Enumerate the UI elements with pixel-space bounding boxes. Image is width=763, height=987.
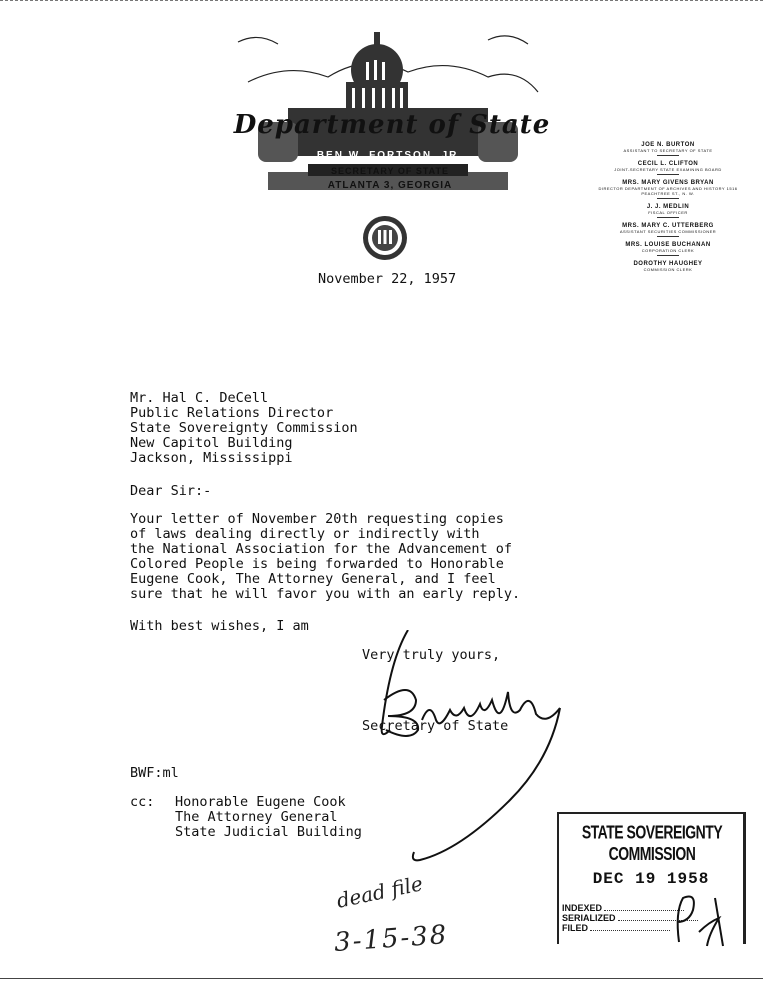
- letterhead-city: ATLANTA 3, GEORGIA: [327, 180, 453, 191]
- staff-name: MRS. MARY GIVENS BRYAN: [622, 180, 714, 186]
- staff-role: DIRECTOR DEPARTMENT OF ARCHIVES AND HISTORY 1516 PEACHTREE ST., N. W.: [598, 186, 738, 196]
- received-stamp: [557, 812, 746, 944]
- staff-name: MRS. LOUISE BUCHANAN: [625, 242, 711, 248]
- valediction: Very truly yours,: [362, 647, 501, 663]
- handwritten-signature: [360, 630, 580, 870]
- officer-name: BEN W. FORTSON, JR.: [316, 150, 464, 161]
- divider: [657, 174, 679, 175]
- staff-role: ASSISTANT SECURITIES COMMISSIONER: [619, 229, 717, 234]
- stamp-initials-signature: [649, 892, 739, 947]
- signature-title: Secretary of State: [362, 718, 509, 734]
- staff-name: JOE N. BURTON: [641, 142, 695, 148]
- closing-line: With best wishes, I am: [130, 618, 309, 634]
- staff-item: [598, 180, 738, 199]
- staff-name: CECIL L. CLIFTON: [637, 161, 699, 167]
- staff-item: [598, 223, 738, 237]
- state-seal-icon: [361, 214, 409, 262]
- divider: [657, 255, 679, 256]
- staff-name: MRS. MARY C. UTTERBERG: [622, 223, 714, 229]
- salutation: Dear Sir:-: [130, 483, 212, 499]
- bottom-scan-edge: [0, 978, 763, 979]
- staff-item: [598, 142, 738, 156]
- staff-role: FISCAL OFFICER: [648, 210, 688, 215]
- cc-recipients: Honorable Eugene Cook The Attorney General State Judicial Building: [175, 794, 362, 840]
- divider: [657, 217, 679, 218]
- staff-name: DOROTHY HAUGHEY: [633, 261, 703, 267]
- staff-item: [598, 261, 738, 272]
- department-name: Department of State: [233, 110, 551, 140]
- letter-date: November 22, 1957: [318, 271, 457, 287]
- typist-initials: BWF:ml: [130, 765, 179, 781]
- divider: [657, 198, 679, 199]
- staff-item: [598, 242, 738, 256]
- divider: [657, 236, 679, 237]
- stamp-row-label: INDEXED: [562, 903, 603, 913]
- letter-body: Your letter of November 20th requesting copies of laws dealing directly or indirectly with the National Association for the Advancement of Colored People is being forwarded to Honorable Eugene Cook, The Attorney General, and I feel sure that he will favor you with an early reply.: [130, 511, 521, 602]
- handwritten-note: dead file: [334, 871, 425, 913]
- recipient-address: Mr. Hal C. DeCell Public Relations Director State Sovereignty Commission New Capitol Building Jackson, Mississippi: [130, 390, 358, 466]
- staff-name: J. J. MEDLIN: [646, 204, 690, 210]
- officer-title: SECRETARY OF STATE: [330, 166, 449, 176]
- stamp-row-label: FILED: [562, 923, 588, 933]
- cc-label: cc:: [130, 794, 155, 810]
- divider: [657, 155, 679, 156]
- staff-role: COMMISSION CLERK: [643, 267, 693, 272]
- stamp-heading: STATE SOVEREIGNTY COMMISSION: [581, 821, 723, 865]
- staff-list: [598, 142, 738, 277]
- staff-item: [598, 204, 738, 218]
- staff-role: CORPORATION CLERK: [641, 248, 695, 253]
- stamp-date: DEC 19 1958: [592, 870, 710, 888]
- top-scan-edge: [0, 0, 763, 1]
- staff-role: JOINT-SECRETARY STATE EXAMINING BOARD: [614, 167, 722, 172]
- stamp-row-label: SERIALIZED: [562, 913, 616, 923]
- staff-role: ASSISTANT TO SECRETARY OF STATE: [623, 148, 713, 153]
- staff-item: [598, 161, 738, 175]
- handwritten-date: 3-15-38: [333, 920, 450, 958]
